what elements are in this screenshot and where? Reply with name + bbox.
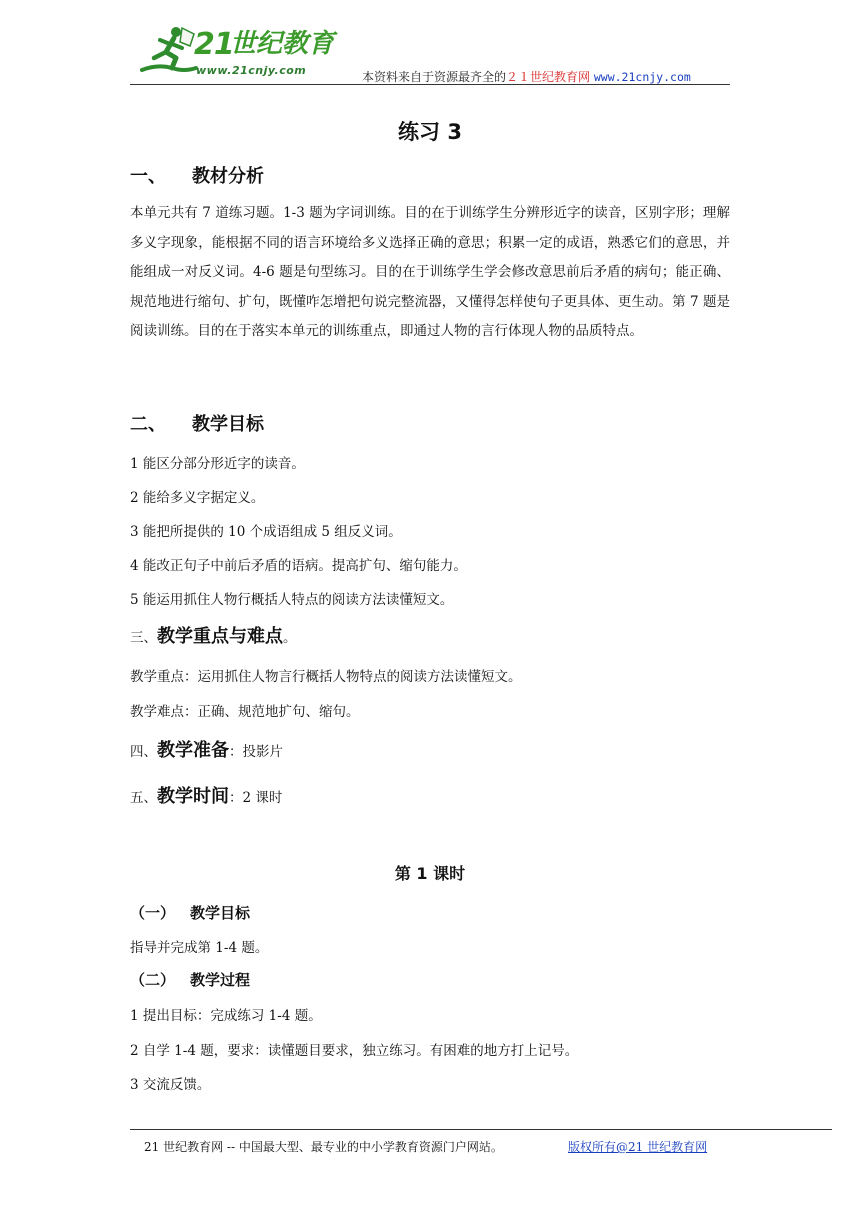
goal-item: 2 能给多义字据定义。: [130, 490, 265, 506]
section-heading-key-points: [130, 622, 297, 648]
section-number: 一、: [130, 166, 166, 187]
section-label: 教学重点与难点: [157, 626, 283, 647]
section-heading-goals: [130, 410, 264, 436]
footer-text: 21 世纪教育网 -- 中国最大型、最专业的中小学教育资源门户网站。: [144, 1140, 503, 1154]
section-label: 教学准备: [157, 740, 229, 761]
page-title: 练习 3: [398, 120, 462, 144]
lesson-goal-heading: [130, 902, 250, 923]
section-suffix: ：2 课时: [229, 790, 283, 806]
section-number: 五、: [130, 790, 157, 806]
key-point-text: 教学重点：运用抓住人物言行概括人物特点的阅读方法读懂短文。: [130, 669, 522, 685]
footer-copyright-link[interactable]: 版权所有@21 世纪教育网: [568, 1140, 708, 1154]
sub-section-number: （一）: [130, 904, 176, 922]
runner-logo-icon: [138, 24, 200, 78]
lesson-goal-text: 指导并完成第 1-4 题。: [130, 940, 269, 956]
logo-url: www.21cnjy.com: [196, 64, 307, 77]
logo-text-cn: 世纪教育: [230, 29, 335, 59]
goal-item: 5 能运用抓住人物行概括人特点的阅读方法读懂短文。: [130, 592, 454, 608]
goal-item: 1 能区分部分形近字的读音。: [130, 456, 305, 472]
process-step: 3 交流反馈。: [130, 1077, 211, 1093]
lesson-process-heading: [130, 969, 250, 990]
source-url-link[interactable]: www.21cnjy.com: [593, 70, 691, 84]
section-heading-time: [130, 782, 282, 808]
sub-section-number: （二）: [130, 971, 176, 989]
section-heading-analysis: [130, 162, 264, 188]
section-label: 教学目标: [192, 414, 264, 435]
difficulty-text: 教学难点：正确、规范地扩句、缩句。: [130, 704, 360, 720]
logo-text-21: 21: [194, 27, 234, 62]
source-site-name: ２１世纪教育网: [506, 70, 591, 84]
lesson-title: 第 1 课时: [394, 864, 466, 883]
footer-divider: [130, 1129, 832, 1130]
process-step: 2 自学 1-4 题，要求：读懂题目要求，独立练习。有困难的地方打上记号。: [130, 1043, 579, 1059]
section-label: 教材分析: [192, 166, 264, 187]
goal-item: 4 能改正句子中前后矛盾的语病。提高扩句、缩句能力。: [130, 558, 467, 574]
goal-item: 3 能把所提供的 10 个成语组成 5 组反义词。: [130, 524, 402, 540]
sub-section-label: 教学目标: [190, 904, 251, 922]
section-number: 四、: [130, 744, 157, 760]
header-source: [362, 68, 691, 85]
header-divider: [130, 84, 730, 85]
section-suffix: ：投影片: [229, 744, 283, 760]
section-label: 教学时间: [157, 786, 229, 807]
page-header: [130, 22, 730, 86]
section-number: 三、: [130, 630, 157, 646]
section-suffix: 。: [283, 630, 297, 646]
sub-section-label: 教学过程: [190, 971, 251, 989]
analysis-paragraph: 本单元共有 7 道练习题。1-3 题为字词训练。目的在于训练学生分辨形近字的读音，区别字形；理解多义字现象，能根据不同的语言环境给多义选择正确的意思；积累一定的成语，熟悉它们的意思，并能组成一对反义词。4-6 题是句型练习。目的在于训练学生学会修改意思前后矛盾的病句；能正确、规范地进行缩句、扩句，既懂咋怎增把句说完整流器，又懂得怎样使句子更具体、更生动。第 7 题是阅读训练。目的在于落实本单元的训练重点，即通过人物的言行体现人物的品质特点。: [130, 205, 730, 339]
section-heading-preparation: [130, 736, 283, 762]
section-number: 二、: [130, 414, 166, 435]
site-logo[interactable]: [130, 22, 340, 84]
process-step: 1 提出目标：完成练习 1-4 题。: [130, 1008, 322, 1024]
source-prefix: 本资料来自于资源最齐全的: [362, 70, 507, 84]
